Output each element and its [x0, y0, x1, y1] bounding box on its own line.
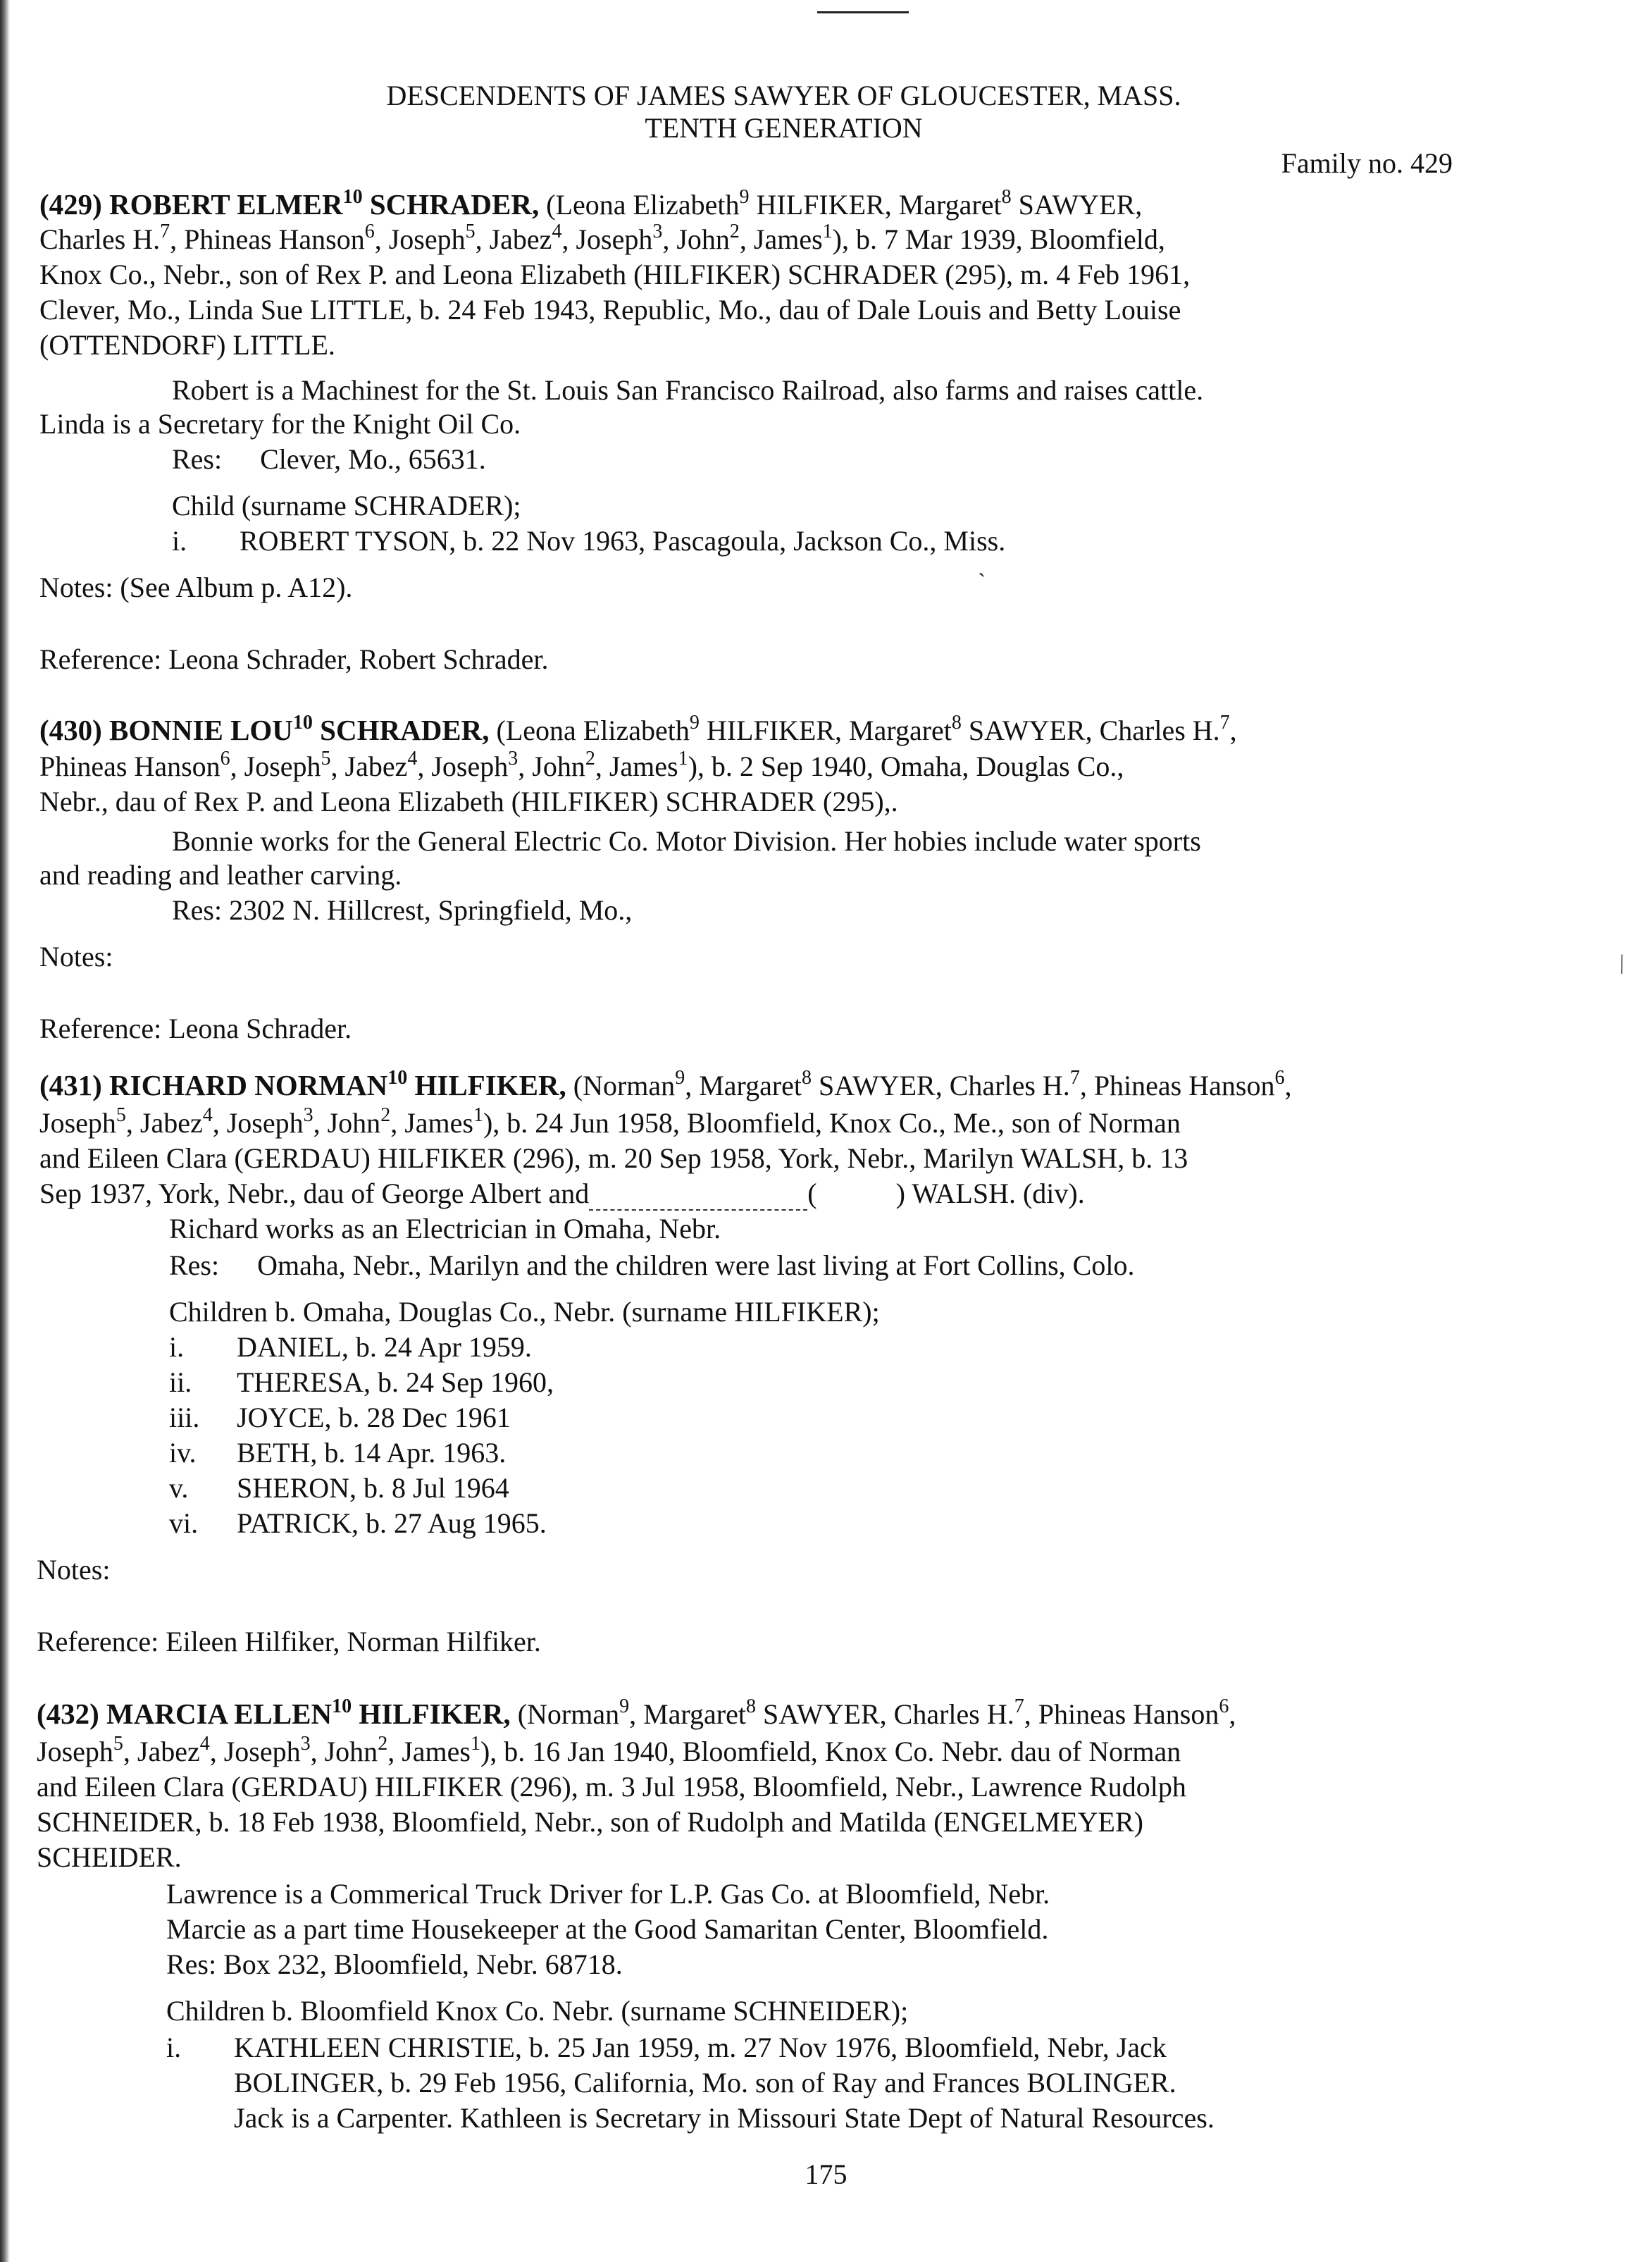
occupation-text: Linda is a Secretary for the Knight Oil Co.	[39, 408, 521, 440]
page-number: 175	[805, 2158, 847, 2190]
bio-text: Marcie as a part time Housekeeper at the Good Samaritan Center, Bloomfield.	[166, 1913, 1049, 1945]
bio-text: and reading and leather carving.	[39, 859, 402, 891]
notes-line: Notes: (See Album p. A12).	[39, 571, 353, 603]
top-rule	[817, 11, 909, 13]
entry-heading: (432) MARCIA ELLEN$^{10}$ HILFIKER, (Norman$^9$, Margaret$^8$ SAWYER, Charles H.$^7$, Phineas Hanson$^6$,	[37, 1695, 1236, 1730]
family-number: Family no. 429	[1281, 147, 1453, 179]
text-line: SCHEIDER.	[37, 1841, 182, 1873]
entry-heading: (429) ROBERT ELMER$^{10}$ SCHRADER, (Leona Elizabeth$^9$ HILFIKER, Margaret$^8$ SAWYER,	[39, 186, 1143, 221]
entry-heading: (430) BONNIE LOU$^{10}$ SCHRADER, (Leona Elizabeth$^9$ HILFIKER, Margaret$^8$ SAWYER, Charles H.$^7$,	[39, 712, 1237, 746]
occupation-text: Robert is a Machinest for the St. Louis San Francisco Railroad, also farms and raises cattle.	[172, 374, 1204, 406]
text-line: Clever, Mo., Linda Sue LITTLE, b. 24 Feb 1943, Republic, Mo., dau of Dale Louis and Betty Louise	[39, 294, 1181, 326]
text-line: Knox Co., Nebr., son of Rex P. and Leona Elizabeth (HILFIKER) SCHRADER (295), m. 4 Feb 1961,	[39, 259, 1191, 290]
child-item: vi. PATRICK, b. 27 Aug 1965.	[169, 1507, 547, 1539]
reference-line: Reference: Leona Schrader, Robert Schrader.	[39, 643, 549, 675]
residence-line: Res: Omaha, Nebr., Marilyn and the children were last living at Fort Collins, Colo.	[169, 1249, 1135, 1281]
entry-name: (430) BONNIE LOU$^{10}$ SCHRADER,	[39, 712, 490, 746]
child-item-continued: BOLINGER, b. 29 Feb 1956, California, Mo. son of Ray and Frances BOLINGER.	[234, 2067, 1176, 2099]
generation-subtitle: TENTH GENERATION	[645, 112, 923, 144]
entry-heading: (431) RICHARD NORMAN$^{10}$ HILFIKER, (Norman$^9$, Margaret$^8$ SAWYER, Charles H.$^7$, Phineas Hanson$^6$,	[39, 1067, 1292, 1101]
text-line: (OTTENDORF) LITTLE.	[39, 329, 335, 361]
residence-line: Res: Box 232, Bloomfield, Nebr. 68718.	[166, 1948, 623, 1980]
child-item: i. DANIEL, b. 24 Apr 1959.	[169, 1331, 532, 1363]
text-line: and Eileen Clara (GERDAU) HILFIKER (296), m. 3 Jul 1958, Bloomfield, Nebr., Lawrence Rudolph	[37, 1771, 1186, 1803]
child-item: iii. JOYCE, b. 28 Dec 1961	[169, 1402, 511, 1433]
page-title: DESCENDENTS OF JAMES SAWYER OF GLOUCESTER, MASS.	[386, 80, 1181, 111]
bio-text: Lawrence is a Commerical Truck Driver for L.P. Gas Co. at Bloomfield, Nebr.	[166, 1878, 1050, 1910]
entry-name: (431) RICHARD NORMAN$^{10}$ HILFIKER,	[39, 1067, 566, 1101]
notes-line: Notes:	[39, 941, 113, 972]
children-intro: Child (surname SCHRADER);	[172, 490, 521, 521]
bio-text: Richard works as an Electrician in Omaha, Nebr.	[169, 1213, 721, 1244]
blank-fill-line	[589, 1188, 807, 1211]
lineage-line: Joseph$^5$, Jabez$^4$, Joseph$^3$, John$^2$, James$^1$), b. 16 Jan 1940, Bloomfield, Knox Co. Nebr. dau of Norman	[37, 1733, 1181, 1767]
lineage-line: Joseph$^5$, Jabez$^4$, Joseph$^3$, John$^2$, James$^1$), b. 24 Jun 1958, Bloomfield, Knox Co., Me., son of Norman	[39, 1104, 1181, 1139]
entry-name: (429) ROBERT ELMER$^{10}$ SCHRADER,	[39, 186, 540, 221]
residence-line: Res: Clever, Mo., 65631.	[172, 443, 486, 475]
notes-line: Notes:	[37, 1554, 111, 1586]
child-item: i. ROBERT TYSON, b. 22 Nov 1963, Pascagoula, Jackson Co., Miss.	[172, 525, 1006, 557]
scan-edge-shadow	[0, 0, 10, 2262]
entry-name: (432) MARCIA ELLEN$^{10}$ HILFIKER,	[37, 1695, 511, 1730]
lineage-line: Charles H.$^7$, Phineas Hanson$^6$, Joseph$^5$, Jabez$^4$, Joseph$^3$, John$^2$, James$^1$), b. 7 Mar 1939, Bloomfield,	[39, 221, 1165, 255]
stray-mark: ˋ	[978, 569, 986, 595]
text-line: Sep 1937, York, Nebr., dau of George Albert and ( ) WALSH. (div).	[39, 1178, 1085, 1209]
text-line: and Eileen Clara (GERDAU) HILFIKER (296), m. 20 Sep 1958, York, Nebr., Marilyn WALSH, b. 13	[39, 1142, 1188, 1174]
children-intro: Children b. Omaha, Douglas Co., Nebr. (surname HILFIKER);	[169, 1296, 880, 1328]
child-item: v. SHERON, b. 8 Jul 1964	[169, 1472, 509, 1504]
bio-text: Bonnie works for the General Electric Co. Motor Division. Her hobies include water sports	[172, 825, 1201, 857]
text-line: SCHNEIDER, b. 18 Feb 1938, Bloomfield, Nebr., son of Rudolph and Matilda (ENGELMEYER)	[37, 1806, 1143, 1838]
residence-line: Res: 2302 N. Hillcrest, Springfield, Mo.,	[172, 894, 633, 926]
text-line: Nebr., dau of Rex P. and Leona Elizabeth (HILFIKER) SCHRADER (295),.	[39, 786, 898, 817]
child-item: iv. BETH, b. 14 Apr. 1963.	[169, 1437, 507, 1469]
stray-mark: ⁄	[1613, 952, 1632, 977]
child-item: ii. THERESA, b. 24 Sep 1960,	[169, 1366, 554, 1398]
child-item-continued: Jack is a Carpenter. Kathleen is Secretary in Missouri State Dept of Natural Resources.	[234, 2102, 1215, 2134]
lineage-line: Phineas Hanson$^6$, Joseph$^5$, Jabez$^4$, Joseph$^3$, John$^2$, James$^1$), b. 2 Sep 1940, Omaha, Douglas Co.,	[39, 748, 1124, 782]
children-intro: Children b. Bloomfield Knox Co. Nebr. (surname SCHNEIDER);	[166, 1995, 909, 2027]
reference-line: Reference: Eileen Hilfiker, Norman Hilfiker.	[37, 1626, 541, 1657]
child-item: i. KATHLEEN CHRISTIE, b. 25 Jan 1959, m. 27 Nov 1976, Bloomfield, Nebr, Jack	[166, 2032, 1167, 2063]
reference-line: Reference: Leona Schrader.	[39, 1013, 352, 1044]
